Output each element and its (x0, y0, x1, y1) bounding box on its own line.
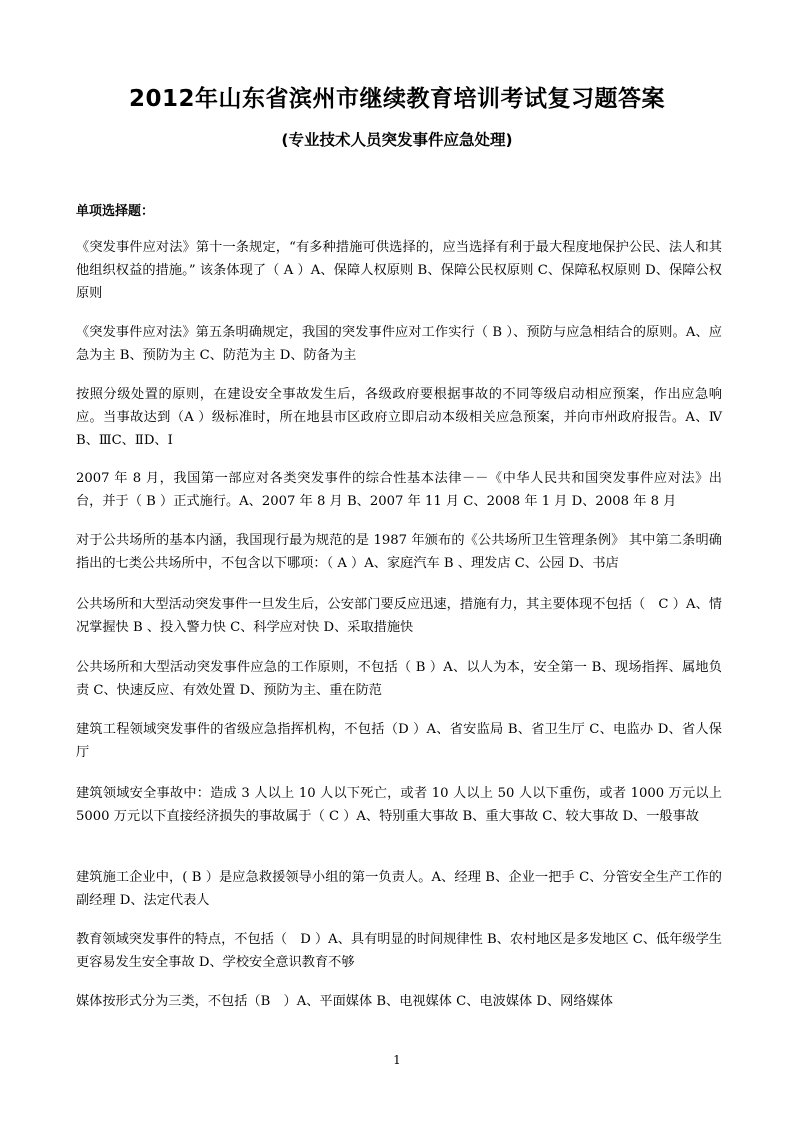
question-7: 公共场所和大型活动突发事件应急的工作原则，不包括（ B ）A、以人为本，安全第一 B、现场指挥、属地负责 C、快速反应、有效处置 D、预防为主、重在防范 (76, 660, 722, 698)
question-4: 2007 年 8 月，我国第一部应对各类突发事件的综合性基本法律－－《中华人民共和国突发事件应对法》出台，并于（ B ）正式施行。A、2007 年 8 月 B、2007 年 11 月 C、2008 年 1 月 D、2008 年 8 月 (76, 471, 722, 509)
section-heading: 单项选择题： (76, 204, 155, 219)
question-10: 建筑施工企业中，( B ）是应急救援领导小组的第一负责人。A、经理 B、企业一把手 C、分管安全生产工作的副经理 D、法定代表人 (76, 870, 722, 908)
document-subtitle: (专业技术人员突发事件应急处理) (281, 131, 513, 149)
page-number: 1 (393, 1053, 401, 1067)
question-5: 对于公共场所的基本内涵，我国现行最为规范的是 1987 年颁布的《公共场所卫生管理条例》 其中第二条明确指出的七类公共场所中，不包含以下哪项：（ A ）A、家庭汽车 B 、理发店 C、公园 D、书店 (76, 533, 722, 571)
question-8: 建筑工程领域突发事件的省级应急指挥机构，不包括（D ）A、省安监局 B、省卫生厅 C、电监办 D、省人保厅 (76, 722, 722, 760)
question-12: 媒体按形式分为三类，不包括（B ）A、平面媒体 B、电视媒体 C、电波媒体 D、网络媒体 (76, 994, 613, 1009)
question-2: 《突发事件应对法》第五条明确规定，我国的突发事件应对工作实行（ B ）、预防与应急相结合的原则。A、应急为主 B、预防为主 C、防范为主 D、防备为主 (76, 325, 722, 363)
question-3: 按照分级处置的原则，在建设安全事故发生后，各级政府要根据事故的不同等级启动相应预案，作出应急响应。当事故达到（A ）级标准时，所在地县市区政府立即启动本级相关应急预案，并向市州政府报告。A、ⅣB、ⅢC、ⅡD、Ⅰ (76, 387, 722, 448)
question-11: 教育领域突发事件的特点，不包括（ D ）A、具有明显的时间规律性 B、农村地区是多发地区 C、低年级学生更容易发生安全事故 D、学校安全意识教育不够 (76, 932, 722, 970)
document-title: 2012年山东省滨州市继续教育培训考试复习题答案 (128, 86, 665, 112)
question-9: 建筑领域安全事故中：造成 3 人以上 10 人以下死亡，或者 10 人以上 50 人以下重伤，或者 1000 万元以上 5000 万元以下直接经济损失的事故属于（ C ）A、特别重大事故 B、重大事故 C、较大事故 D、一般事故 (76, 786, 722, 824)
question-6: 公共场所和大型活动突发事件一旦发生后，公安部门要反应迅速，措施有力，其主要体现不包括（ C ）A、情况掌握快 B 、投入警力快 C、科学应对快 D、采取措施快 (76, 597, 722, 635)
question-1: 《突发事件应对法》第十一条规定，“有多种措施可供选择的，应当选择有利于最大程度地保护公民、法人和其他组织权益的措施。” 该条体现了（ A ）A、保障人权原则 B、保障公民权原则 C、保障私权原则 D、保障公权原则 (76, 240, 722, 301)
